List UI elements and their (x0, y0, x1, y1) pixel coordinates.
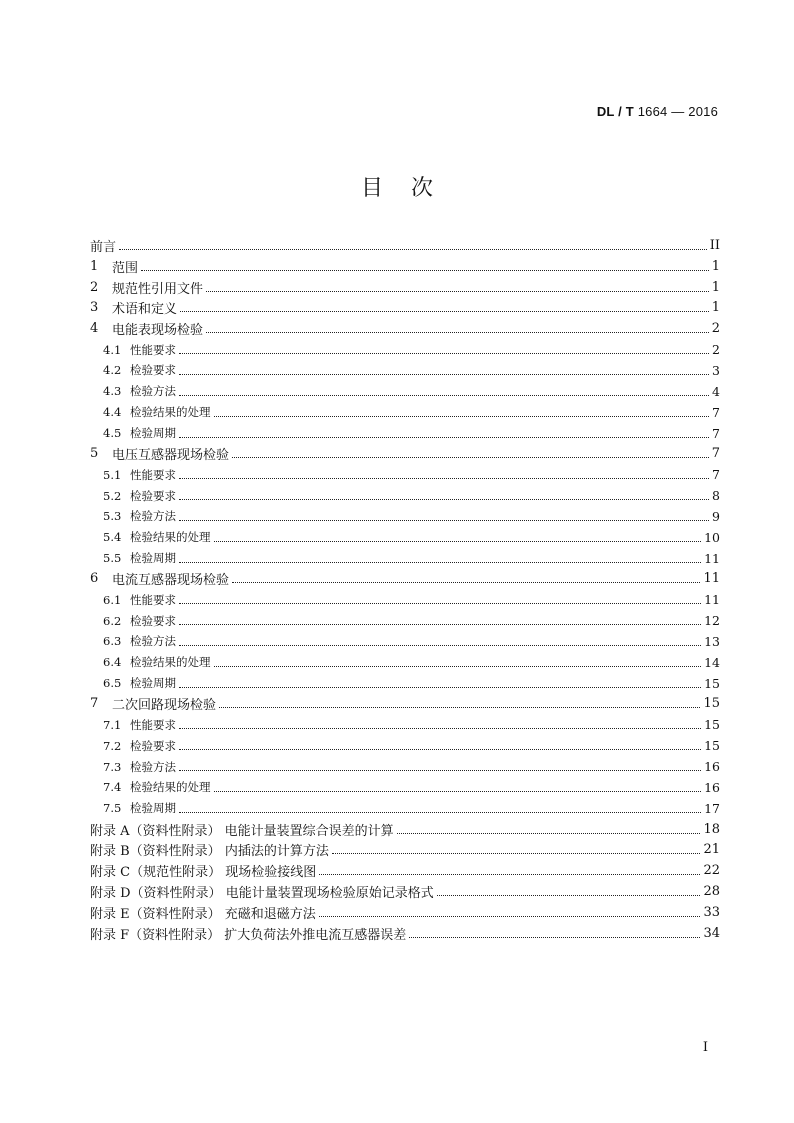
dot-leader (179, 353, 709, 354)
dot-leader (409, 937, 700, 938)
toc-entry[interactable] (90, 256, 720, 277)
standard-code-number: 1664 — 2016 (637, 104, 718, 119)
dot-leader (179, 749, 701, 750)
toc-entry[interactable] (90, 756, 720, 777)
dot-leader (141, 270, 709, 271)
dot-leader (179, 687, 701, 688)
toc-entry-page: 10 (704, 529, 720, 545)
toc-entry[interactable] (90, 402, 720, 423)
toc-entry-label: 性能要求 (130, 717, 176, 732)
toc-entry-page: 15 (703, 696, 720, 712)
toc-entry-label: 术语和定义 (112, 302, 178, 318)
toc-entry-number: 6.4 (103, 655, 122, 670)
toc-entry-page: 14 (704, 654, 720, 670)
toc-entry-label: 规范性引用文件 (112, 281, 204, 297)
toc-entry-label: 检验要求 (130, 613, 176, 628)
standard-code-prefix: DL / T (596, 104, 634, 119)
toc-entry[interactable] (90, 881, 720, 902)
standard-code (597, 104, 718, 119)
dot-leader (179, 562, 701, 563)
toc-entry-page: 1 (711, 300, 720, 316)
toc-entry-page: 16 (704, 759, 720, 775)
toc-entry[interactable] (90, 714, 720, 735)
toc-entry-number: 5.1 (103, 467, 122, 482)
toc-entry[interactable] (90, 527, 720, 548)
toc-entry-label: 附录 C（规范性附录） 现场检验接线图 (90, 865, 317, 881)
toc-entry-page: 22 (703, 863, 720, 879)
toc-entry-page: 21 (703, 842, 720, 858)
toc-entry[interactable] (90, 235, 720, 256)
toc-entry[interactable] (90, 652, 720, 673)
dot-leader (214, 416, 710, 417)
dot-leader (179, 499, 709, 500)
dot-leader (179, 395, 709, 396)
dot-leader (397, 833, 701, 834)
toc-entry-label: 检验方法 (130, 759, 176, 774)
toc-entry-number: 4 (90, 321, 99, 337)
toc-entry-page: 11 (703, 571, 720, 587)
toc-entry-page: 17 (704, 800, 720, 816)
toc-entry-number: 4.3 (103, 384, 122, 399)
toc-entry-label: 附录 E（资料性附录） 充磁和退磁方法 (90, 906, 316, 922)
toc-entry[interactable] (90, 819, 720, 840)
toc-entry-number: 3 (90, 300, 99, 316)
toc-entry-label: 电流互感器现场检验 (112, 573, 230, 589)
toc-entry[interactable] (90, 631, 720, 652)
toc-entry[interactable] (90, 277, 720, 298)
toc-entry-number: 6.3 (103, 634, 122, 649)
dot-leader (437, 895, 701, 896)
toc-entry-number: 2 (90, 279, 99, 295)
dot-leader (232, 457, 709, 458)
toc-entry-number: 6.1 (103, 592, 122, 607)
toc-entry-page: 11 (704, 550, 720, 566)
dot-leader (179, 645, 701, 646)
toc-entry[interactable] (90, 548, 720, 569)
toc-entry[interactable] (90, 423, 720, 444)
dot-leader (214, 791, 702, 792)
toc-entry-page: 12 (704, 613, 720, 629)
toc-entry-label: 检验要求 (130, 738, 176, 753)
toc-entry[interactable] (90, 360, 720, 381)
toc-entry-number: 7.5 (103, 801, 122, 816)
toc-entry-page: 1 (711, 279, 720, 295)
toc-entry-number: 7.1 (103, 717, 122, 732)
toc-entry-page: 7 (712, 425, 720, 441)
toc-entry-page: 3 (712, 362, 720, 378)
toc-entry-number: 6.2 (103, 613, 122, 628)
toc-entry-page: 28 (703, 884, 720, 900)
toc-entry[interactable] (90, 839, 720, 860)
toc-entry[interactable] (90, 443, 720, 464)
toc-entry-number: 5.5 (103, 551, 122, 566)
dot-leader (179, 728, 701, 729)
toc-entry[interactable] (90, 673, 720, 694)
toc-entry[interactable] (90, 610, 720, 631)
toc-entry-page: 7 (712, 404, 720, 420)
toc-entry[interactable] (90, 589, 720, 610)
dot-leader (319, 916, 701, 917)
toc-entry[interactable] (90, 569, 720, 590)
dot-leader (179, 603, 701, 604)
toc-entry-page: 1 (711, 258, 720, 274)
toc-entry-label: 检验结果的处理 (130, 530, 211, 545)
toc-entry-page: 2 (711, 321, 720, 337)
toc-entry-label: 电能表现场检验 (112, 323, 204, 339)
toc-entry[interactable] (90, 777, 720, 798)
dot-leader (206, 291, 709, 292)
toc-entry[interactable] (90, 798, 720, 819)
dot-leader (232, 582, 700, 583)
toc-entry-page: 33 (703, 904, 720, 920)
dot-leader (319, 874, 700, 875)
toc-entry[interactable] (90, 298, 720, 319)
toc-entry-number: 4.5 (103, 426, 122, 441)
dot-leader (179, 812, 701, 813)
dot-leader (179, 624, 701, 625)
toc-entry[interactable] (90, 485, 720, 506)
toc-entry-label: 性能要求 (130, 342, 176, 357)
toc-entry[interactable] (90, 694, 720, 715)
toc-entry[interactable] (90, 381, 720, 402)
toc-entry-number: 7 (90, 696, 99, 712)
toc-entry-label: 附录 B（资料性附录） 内插法的计算方法 (90, 844, 329, 860)
dot-leader (214, 541, 702, 542)
dot-leader (179, 437, 709, 438)
toc-entry[interactable] (90, 339, 720, 360)
toc-entry-page: 18 (703, 821, 720, 837)
toc-entry-label: 前言 (90, 239, 117, 255)
page-title: 目次 (360, 176, 461, 201)
toc-entry-page: 34 (703, 925, 720, 941)
dot-leader (179, 374, 709, 375)
toc-entry-page: 15 (704, 675, 720, 691)
toc-entry-number: 5 (90, 446, 99, 462)
toc-entry-label: 电压互感器现场检验 (112, 448, 230, 464)
toc-entry-label: 附录 A（资料性附录） 电能计量装置综合误差的计算 (90, 823, 394, 839)
toc-entry[interactable] (90, 735, 720, 756)
toc-entry[interactable] (90, 860, 720, 881)
toc-entry-label: 检验结果的处理 (130, 780, 211, 795)
toc-entry[interactable] (90, 464, 720, 485)
toc-entry-label: 检验周期 (130, 426, 176, 441)
toc-entry-page: 15 (704, 738, 720, 754)
toc-entry-page: 8 (712, 488, 720, 504)
toc-entry[interactable] (90, 506, 720, 527)
toc-entry-number: 5.4 (103, 530, 122, 545)
toc-entry-label: 性能要求 (130, 467, 176, 482)
toc-entry-page: 4 (712, 383, 720, 399)
footer-page-number: I (702, 1040, 708, 1055)
toc-entry-label: 检验周期 (130, 551, 176, 566)
toc-entry-page: 13 (704, 633, 720, 649)
dot-leader (119, 249, 707, 250)
toc-entry-page: 15 (704, 717, 720, 733)
toc-entry[interactable] (90, 318, 720, 339)
dot-leader (332, 853, 701, 854)
toc-entry-number: 4.2 (103, 363, 122, 378)
toc-entry-number: 4.1 (103, 342, 122, 357)
toc-entry-page: 9 (712, 508, 720, 524)
toc-entry-label: 检验结果的处理 (130, 655, 211, 670)
toc-entry-label: 附录 D（资料性附录） 电能计量装置现场检验原始记录格式 (90, 886, 434, 902)
toc-entry-number: 6 (90, 571, 99, 587)
toc-entry-number: 1 (90, 258, 99, 274)
toc-entry-label: 范围 (112, 260, 139, 276)
toc-entry-label: 检验方法 (130, 634, 176, 649)
toc-entry-label: 附录 F（资料性附录） 扩大负荷法外推电流互感器误差 (90, 927, 407, 943)
toc-entry-page: 7 (712, 467, 720, 483)
toc-entry-page: 2 (712, 342, 720, 358)
toc-entry-label: 检验周期 (130, 801, 176, 816)
table-of-contents (90, 235, 720, 944)
toc-entry-label: 检验要求 (130, 363, 176, 378)
dot-leader (206, 332, 709, 333)
dot-leader (179, 478, 709, 479)
toc-entry-label: 二次回路现场检验 (112, 698, 217, 714)
toc-entry-number: 4.4 (103, 405, 122, 420)
toc-entry-page: 11 (704, 592, 720, 608)
dot-leader (219, 707, 700, 708)
toc-entry-number: 5.3 (103, 509, 122, 524)
toc-entry-number: 5.2 (103, 488, 122, 503)
dot-leader (214, 666, 702, 667)
toc-entry-label: 检验方法 (130, 384, 176, 399)
toc-entry-page: 16 (704, 779, 720, 795)
toc-entry-number: 7.3 (103, 759, 122, 774)
toc-entry-number: 7.2 (103, 738, 122, 753)
toc-entry[interactable] (90, 923, 720, 944)
toc-entry-page: 7 (711, 446, 720, 462)
toc-entry-label: 检验周期 (130, 676, 176, 691)
toc-entry-label: 性能要求 (130, 592, 176, 607)
toc-entry-label: 检验方法 (130, 509, 176, 524)
toc-entry-number: 7.4 (103, 780, 122, 795)
toc-entry-page: II (709, 237, 720, 253)
toc-entry[interactable] (90, 902, 720, 923)
dot-leader (179, 520, 709, 521)
dot-leader (180, 311, 709, 312)
toc-entry-label: 检验要求 (130, 488, 176, 503)
toc-entry-number: 6.5 (103, 676, 122, 691)
dot-leader (179, 770, 701, 771)
toc-entry-label: 检验结果的处理 (130, 405, 211, 420)
